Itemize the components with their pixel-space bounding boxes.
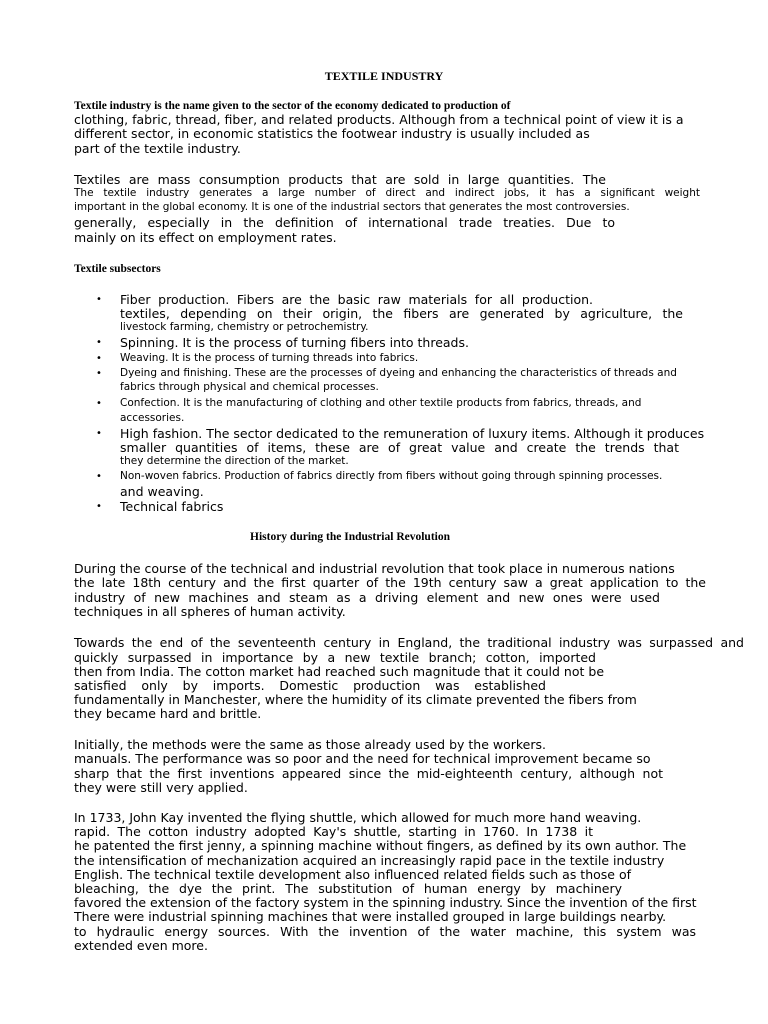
bullet-marker: • [96,294,102,305]
intro-line: clothing, fabric, thread, fiber, and related products. Although from a technical point of view it is a [74,112,684,127]
list-item: Technical fabrics [120,499,224,514]
bullet-marker: • [96,353,102,364]
list-item-continuation: textiles, depending on their origin, the fibers are generated by agriculture, the [120,306,683,321]
list-item-continuation: they determine the direction of the market. [120,455,349,467]
bullet-marker: • [96,398,102,409]
history-line: extended even more. [74,938,208,953]
history-line: satisfied only by imports. Domestic production was established [74,678,546,693]
para-line: Textiles are mass consumption products that are sold in large quantities. The [74,172,606,187]
para-line: The textile industry generates a large number of direct and indirect jobs, it has a significant weight [74,187,700,199]
history-line: Initially, the methods were the same as those already used by the workers. [74,737,546,752]
document-title: TEXTILE INDUSTRY [324,69,444,83]
history-line: manuals. The performance was so poor and the need for technical improvement became so [74,751,651,766]
history-line: During the course of the technical and industrial revolution that took place in numerous nations [74,561,675,576]
history-line: quickly surpassed in importance by a new textile branch; cotton, imported [74,650,596,665]
bullet-marker: • [96,337,102,348]
intro-bold-line: Textile industry is the name given to the sector of the economy dedicated to production of [74,100,511,112]
history-line: English. The technical textile development also influenced related fields such as those of [74,867,632,882]
history-line: In 1733, John Kay invented the flying shuttle, which allowed for much more hand weaving. [74,810,642,825]
history-line: to hydraulic energy sources. With the invention of the water machine, this system was [74,924,696,939]
history-line: rapid. The cotton industry adopted Kay's shuttle, starting in 1760. In 1738 it [74,824,593,839]
history-line: bleaching, the dye the print. The substitution of human energy by machinery [74,881,622,896]
history-line: he patented the first jenny, a spinning machine without fingers, as defined by its own author. The [74,838,687,853]
history-line: they were still very applied. [74,780,248,795]
history-line: sharp that the first inventions appeared since the mid-eighteenth century, although not [74,766,663,781]
history-line: Towards the end of the seventeenth century in England, the traditional industry was surpassed and [74,635,744,650]
subsectors-heading: Textile subsectors [74,263,161,275]
history-line: There were industrial spinning machines that were installed grouped in large buildings nearby. [74,909,667,924]
history-line: then from India. The cotton market had reached such magnitude that it could not be [74,664,605,679]
bullet-marker: • [96,471,102,482]
list-item-continuation: smaller quantities of items, these are of great value and create the trends that [120,440,679,455]
list-item-continuation: fabrics through physical and chemical processes. [120,381,379,393]
history-line: industry of new machines and steam as a driving element and new ones were used [74,590,660,605]
list-item: Non-woven fabrics. Production of fabrics directly from fibers without going through spinning processes. [120,470,663,482]
history-heading: History during the Industrial Revolution [250,531,450,543]
history-line: favored the extension of the factory system in the spinning industry. Since the invention of the first [74,895,697,910]
list-item: Fiber production. Fibers are the basic raw materials for all production. [120,292,593,307]
history-line: they became hard and brittle. [74,706,262,721]
para-line: generally, especially in the definition of international trade treaties. Due to [74,215,615,230]
intro-line: different sector, in economic statistics the footwear industry is usually included as [74,126,590,141]
bullet-marker: • [96,428,102,439]
history-line: the late 18th century and the first quarter of the 19th century saw a great application to the [74,575,706,590]
list-item: Weaving. It is the process of turning threads into fabrics. [120,352,419,364]
intro-line: part of the textile industry. [74,141,241,156]
list-item: Dyeing and finishing. These are the processes of dyeing and enhancing the characteristics of threads and [120,367,677,379]
list-item-continuation: livestock farming, chemistry or petrochemistry. [120,321,369,333]
bullet-marker: • [96,368,102,379]
para-line: mainly on its effect on employment rates. [74,230,337,245]
list-item-continuation: and weaving. [120,484,204,499]
bullet-marker: • [96,501,102,512]
list-item: Spinning. It is the process of turning fibers into threads. [120,335,469,350]
history-line: the intensification of mechanization acquired an increasingly rapid pace in the textile industry [74,853,665,868]
history-line: techniques in all spheres of human activity. [74,604,346,619]
para-line: important in the global economy. It is one of the industrial sectors that generates the most controversies. [74,201,630,213]
list-item: High fashion. The sector dedicated to the remuneration of luxury items. Although it produces [120,426,705,441]
history-line: fundamentally in Manchester, where the humidity of its climate prevented the fibers from [74,692,637,707]
list-item-continuation: accessories. [120,412,185,424]
list-item: Confection. It is the manufacturing of clothing and other textile products from fabrics, threads, and [120,397,642,409]
